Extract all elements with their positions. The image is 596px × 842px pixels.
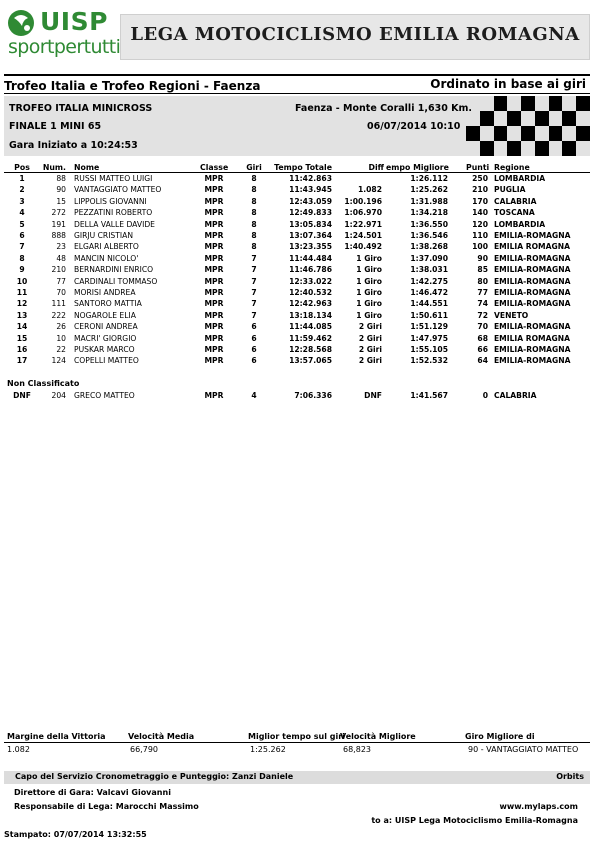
result-total-time: 13:23.355 (289, 242, 332, 252)
result-row (4, 310, 590, 321)
result-name: SANTORO MATTIA (74, 299, 142, 309)
result-class: MPR (204, 333, 224, 343)
col-best-time: empo Migliore (386, 163, 449, 172)
result-pos: 13 (16, 310, 28, 320)
result-points: 210 (472, 185, 488, 195)
result-best-time: 1:38.268 (410, 242, 448, 252)
result-best-time: 1:26.112 (410, 174, 448, 183)
race-datetime: 06/07/2014 10:10 (367, 121, 461, 132)
result-num: 15 (56, 196, 66, 206)
col-laps: Giri (246, 163, 262, 172)
best-lap-label: Miglior tempo sul giri (248, 732, 345, 741)
avg-speed-value: 66,790 (130, 745, 158, 754)
result-name: ELGARI ALBERTO (74, 242, 139, 252)
result-best-time: 1:51.129 (410, 322, 448, 332)
result-pos: 15 (16, 333, 28, 343)
orbits-brand: Orbits (556, 772, 584, 781)
result-diff: 1:00.196 (344, 196, 382, 206)
checker-square (466, 126, 480, 141)
result-region: EMILIA-ROMAGNA (494, 322, 571, 332)
result-total-time: 11:43.945 (289, 185, 332, 195)
logo-brand: UISP (40, 7, 108, 36)
uisp-logo (6, 6, 121, 64)
result-row (4, 196, 590, 207)
not-classified-label: Non Classificato (7, 379, 80, 388)
col-name: Nome (74, 163, 100, 172)
result-points: 70 (477, 322, 488, 332)
result-row (4, 287, 590, 298)
result-num: 77 (56, 276, 66, 286)
result-best-time: 1:55.105 (410, 345, 448, 354)
result-total-time: 11:46.786 (289, 265, 332, 275)
result-name: GIRJU CRISTIAN (74, 231, 134, 240)
result-laps: 6 (251, 322, 257, 332)
result-region: VENETO (494, 310, 529, 320)
mylaps-link[interactable]: www.mylaps.com (499, 802, 578, 811)
summary-divider (4, 742, 590, 743)
result-region: LOMBARDIA (494, 174, 546, 183)
result-laps: 7 (251, 253, 257, 263)
checker-square (480, 96, 494, 111)
result-laps: 8 (251, 208, 257, 218)
result-class: MPR (204, 208, 224, 218)
margin-value: 1.082 (7, 745, 30, 754)
result-total-time: 11:42.863 (289, 174, 332, 183)
result-diff: 1:22.971 (344, 219, 382, 229)
result-total-time: 12:40.532 (289, 288, 332, 297)
col-class: Classe (200, 163, 229, 172)
col-num: Num. (42, 163, 66, 172)
result-class: MPR (204, 299, 224, 309)
checker-square (535, 141, 549, 156)
result-pos: 3 (19, 196, 25, 206)
result-pos: 10 (16, 276, 28, 286)
result-points: 66 (477, 345, 488, 354)
result-best-time: 1:31.988 (410, 196, 448, 206)
result-name: MANCIN NICOLO' (74, 253, 139, 263)
result-pos: 1 (19, 174, 25, 183)
result-name: PUSKAR MARCO (74, 345, 135, 354)
result-name: MACRI' GIORGIO (74, 333, 137, 343)
result-class: MPR (204, 276, 224, 286)
logo-tagline: sportpertutti (8, 36, 121, 58)
checker-square (494, 141, 508, 156)
checker-square (562, 111, 576, 126)
result-points: 68 (477, 333, 488, 343)
result-points: 0 (482, 391, 488, 400)
checker-square (521, 96, 535, 111)
result-pos: 5 (19, 219, 25, 229)
result-laps: 7 (251, 276, 257, 286)
result-pos: 4 (19, 208, 25, 218)
result-points: 110 (472, 231, 488, 240)
venue: Faenza - Monte Coralli 1,630 Km. (295, 103, 472, 114)
checker-square (494, 111, 508, 126)
result-pos: 9 (19, 265, 25, 275)
checker-square (480, 111, 494, 126)
result-total-time: 11:59.462 (289, 333, 332, 343)
result-diff: 2 Giri (358, 356, 382, 366)
checker-square (549, 141, 563, 156)
result-class: MPR (204, 356, 224, 366)
result-laps: 7 (251, 299, 257, 309)
printed-timestamp: Stampato: 07/07/2014 13:32:55 (4, 830, 147, 839)
result-best-time: 1:44.551 (410, 299, 448, 309)
result-laps: 6 (251, 345, 257, 354)
result-total-time: 13:05.834 (289, 219, 332, 229)
result-laps: 8 (251, 231, 257, 240)
result-laps: 8 (251, 174, 257, 183)
result-total-time: 13:07.364 (289, 231, 332, 240)
margin-label: Margine della Vittoria (7, 732, 106, 741)
checker-square (535, 126, 549, 141)
result-diff: DNF (364, 391, 382, 400)
checker-square (576, 141, 590, 156)
result-region: EMILIA-ROMAGNA (494, 345, 571, 354)
checker-square (507, 141, 521, 156)
result-diff: 1 Giro (356, 288, 382, 297)
result-region: EMILIA ROMAGNA (494, 242, 570, 252)
checker-square (466, 111, 480, 126)
result-row (4, 241, 590, 252)
result-class: MPR (204, 185, 224, 195)
result-laps: 4 (251, 391, 257, 400)
result-best-time: 1:52.532 (410, 356, 448, 366)
result-row (4, 230, 590, 241)
result-total-time: 11:44.484 (289, 253, 332, 263)
col-pos: Pos (14, 163, 30, 172)
result-total-time: 11:44.085 (289, 322, 332, 332)
result-class: MPR (204, 253, 224, 263)
result-laps: 7 (251, 265, 257, 275)
result-region: CALABRIA (494, 391, 537, 400)
result-best-time: 1:34.218 (410, 208, 448, 218)
result-class: MPR (204, 391, 224, 400)
result-best-time: 1:36.550 (410, 219, 448, 229)
result-num: 124 (51, 356, 66, 366)
result-row (4, 276, 590, 287)
result-total-time: 12:28.568 (289, 345, 332, 354)
checker-square (494, 96, 508, 111)
result-pos: 6 (19, 231, 25, 240)
result-laps: 8 (251, 196, 257, 206)
result-best-time: 1:46.472 (410, 288, 448, 297)
result-num: 48 (56, 253, 66, 263)
result-region: EMILIA-ROMAGNA (494, 265, 571, 275)
result-laps: 7 (251, 288, 257, 297)
result-diff: 2 Giri (358, 322, 382, 332)
result-name: RUSSI MATTEO LUIGI (74, 174, 153, 183)
result-diff: 1 Giro (356, 265, 382, 275)
result-num: 888 (51, 231, 66, 240)
result-total-time: 13:57.065 (289, 356, 332, 366)
checker-square (576, 126, 590, 141)
checker-square (507, 126, 521, 141)
col-region: Regione (494, 163, 530, 172)
result-name: VANTAGGIATO MATTEO (74, 185, 162, 195)
checker-square (507, 111, 521, 126)
result-name: CERONI ANDREA (74, 322, 138, 332)
checker-square (480, 126, 494, 141)
checker-square (562, 141, 576, 156)
result-total-time: 12:43.059 (289, 196, 332, 206)
result-diff: 1 Giro (356, 253, 382, 263)
result-diff: 1:24.501 (344, 231, 382, 240)
timing-bar (4, 771, 590, 784)
result-class: MPR (204, 288, 224, 297)
result-pos: 11 (16, 288, 28, 297)
result-best-time: 1:36.546 (410, 231, 448, 240)
uisp-emblem-icon (6, 8, 38, 38)
result-points: 120 (472, 219, 488, 229)
result-region: LOMBARDIA (494, 219, 546, 229)
result-class: MPR (204, 174, 224, 183)
result-num: 23 (56, 242, 66, 252)
result-laps: 8 (251, 242, 257, 252)
league-manager: Responsabile di Lega: Marocchi Massimo (14, 802, 199, 811)
result-best-time: 1:37.090 (410, 253, 448, 263)
result-laps: 8 (251, 219, 257, 229)
result-laps: 7 (251, 310, 257, 320)
checker-square (494, 126, 508, 141)
result-points: 77 (477, 288, 488, 297)
result-pos: DNF (13, 391, 31, 400)
result-total-time: 12:33.022 (289, 276, 332, 286)
result-class: MPR (204, 219, 224, 229)
result-best-time: 1:50.611 (410, 310, 448, 320)
result-num: 191 (51, 219, 66, 229)
result-num: 222 (51, 310, 66, 320)
result-best-time: 1:38.031 (410, 265, 448, 275)
best-lap-of-label: Giro Migliore di (465, 732, 535, 741)
result-num: 204 (51, 391, 66, 400)
result-region: TOSCANA (494, 208, 535, 218)
race-name: FINALE 1 MINI 65 (9, 121, 102, 132)
result-num: 26 (56, 322, 66, 332)
result-points: 90 (477, 253, 488, 263)
result-pos: 16 (16, 345, 28, 354)
result-diff: 1:40.492 (344, 242, 382, 252)
championship-name: TROFEO ITALIA MINICROSS (9, 103, 153, 114)
result-region: EMILIA-ROMAGNA (494, 299, 571, 309)
result-num: 111 (51, 299, 66, 309)
result-points: 72 (477, 310, 488, 320)
checker-square (521, 111, 535, 126)
result-pos: 14 (16, 322, 28, 332)
result-best-time: 1:47.975 (410, 333, 448, 343)
title-divider (4, 93, 590, 94)
checker-square (535, 96, 549, 111)
result-row (4, 184, 590, 195)
result-name: GRECO MATTEO (74, 391, 135, 400)
result-region: PUGLIA (494, 185, 526, 195)
result-region: EMILIA-ROMAGNA (494, 231, 571, 240)
checker-square (466, 141, 480, 156)
checker-square (562, 96, 576, 111)
result-name: BERNARDINI ENRICO (74, 265, 154, 275)
result-diff: 1 Giro (356, 310, 382, 320)
checker-square (562, 126, 576, 141)
checker-square (549, 126, 563, 141)
result-name: NOGAROLE ELIA (74, 310, 136, 320)
result-class: MPR (204, 345, 224, 354)
col-points: Punti (466, 163, 490, 172)
licensed-to: to a: UISP Lega Motociclismo Emilia-Romagna (371, 816, 578, 825)
result-points: 140 (472, 208, 488, 218)
result-class: MPR (204, 196, 224, 206)
checker-square (576, 111, 590, 126)
result-diff: 1 Giro (356, 276, 382, 286)
order-label: Ordinato in base ai giri (430, 77, 586, 91)
league-banner (120, 14, 590, 60)
result-name: COPELLI MATTEO (74, 356, 139, 366)
result-class: MPR (204, 231, 224, 240)
result-num: 88 (56, 174, 66, 183)
result-diff: 1:06.970 (344, 208, 382, 218)
result-num: 90 (56, 185, 66, 195)
best-speed-value: 68,823 (343, 745, 371, 754)
result-points: 80 (477, 276, 488, 286)
result-pos: 12 (16, 299, 28, 309)
col-diff: Diff (368, 163, 384, 172)
result-pos: 2 (19, 185, 25, 195)
not-classified-row (4, 390, 590, 401)
result-diff: 1 Giro (356, 299, 382, 309)
result-laps: 6 (251, 356, 257, 366)
result-pos: 7 (19, 242, 25, 252)
result-total-time: 12:42.963 (289, 299, 332, 309)
checkered-flag (466, 96, 590, 156)
best-speed-label: Velocità Migliore (340, 732, 416, 741)
result-points: 170 (472, 196, 488, 206)
result-points: 74 (477, 299, 488, 309)
result-total-time: 13:18.134 (289, 310, 332, 320)
result-num: 10 (56, 333, 66, 343)
result-region: EMILIA-ROMAGNA (494, 276, 571, 286)
header-divider (4, 74, 590, 76)
result-points: 85 (477, 265, 488, 275)
result-class: MPR (204, 265, 224, 275)
result-num: 272 (51, 208, 66, 218)
checker-square (507, 96, 521, 111)
result-pos: 17 (16, 356, 28, 366)
result-row (4, 264, 590, 275)
result-diff: 2 Giri (358, 345, 382, 354)
result-diff: 1.082 (357, 185, 382, 195)
checker-square (480, 141, 494, 156)
best-lap-value: 1:25.262 (250, 745, 286, 754)
result-total-time: 12:49.833 (289, 208, 332, 218)
checker-square (521, 141, 535, 156)
banner-title: LEGA MOTOCICLISMO EMILIA ROMAGNA (130, 24, 580, 45)
result-region: CALABRIA (494, 196, 537, 206)
result-points: 64 (477, 356, 488, 366)
result-points: 250 (472, 174, 488, 183)
result-best-time: 1:25.262 (410, 185, 448, 195)
result-region: EMILIA-ROMAGNA (494, 253, 571, 263)
result-class: MPR (204, 322, 224, 332)
race-director: Direttore di Gara: Valcavi Giovanni (14, 788, 171, 797)
result-name: PEZZATINI ROBERTO (74, 208, 153, 218)
result-laps: 8 (251, 185, 257, 195)
result-name: LIPPOLIS GIOVANNI (74, 196, 147, 206)
result-row (4, 173, 590, 184)
result-row (4, 298, 590, 309)
result-row (4, 207, 590, 218)
checker-square (521, 126, 535, 141)
result-class: MPR (204, 310, 224, 320)
result-row (4, 344, 590, 355)
result-name: CARDINALI TOMMASO (74, 276, 158, 286)
event-title: Trofeo Italia e Trofeo Regioni - Faenza (4, 79, 261, 93)
result-best-time: 1:42.275 (410, 276, 448, 286)
checker-square (549, 96, 563, 111)
result-laps: 6 (251, 333, 257, 343)
col-total-time: Tempo Totale (274, 163, 332, 172)
race-start-time: Gara Iniziato a 10:24:53 (9, 140, 138, 151)
checker-square (549, 111, 563, 126)
result-points: 100 (472, 242, 488, 252)
result-row (4, 355, 590, 366)
result-total-time: 7:06.336 (294, 391, 332, 400)
result-region: EMILIA ROMAGNA (494, 333, 570, 343)
checker-square (466, 96, 480, 111)
result-row (4, 253, 590, 264)
result-best-time: 1:41.567 (410, 391, 448, 400)
checker-square (576, 96, 590, 111)
result-name: MORISI ANDREA (74, 288, 136, 297)
result-row (4, 333, 590, 344)
result-name: DELLA VALLE DAVIDE (74, 219, 155, 229)
result-region: EMILIA-ROMAGNA (494, 356, 571, 366)
result-num: 22 (56, 345, 66, 354)
chief-timing: Capo del Servizio Cronometraggio e Punteggio: Zanzi Daniele (15, 772, 294, 781)
result-row (4, 219, 590, 230)
best-lap-of-value: 90 - VANTAGGIATO MATTEO (468, 745, 579, 754)
result-class: MPR (204, 242, 224, 252)
result-region: EMILIA-ROMAGNA (494, 288, 571, 297)
result-diff: 2 Giri (358, 333, 382, 343)
result-row (4, 321, 590, 332)
result-num: 210 (51, 265, 66, 275)
checker-square (535, 111, 549, 126)
avg-speed-label: Velocità Media (128, 732, 195, 741)
result-pos: 8 (19, 253, 25, 263)
result-num: 70 (56, 288, 66, 297)
